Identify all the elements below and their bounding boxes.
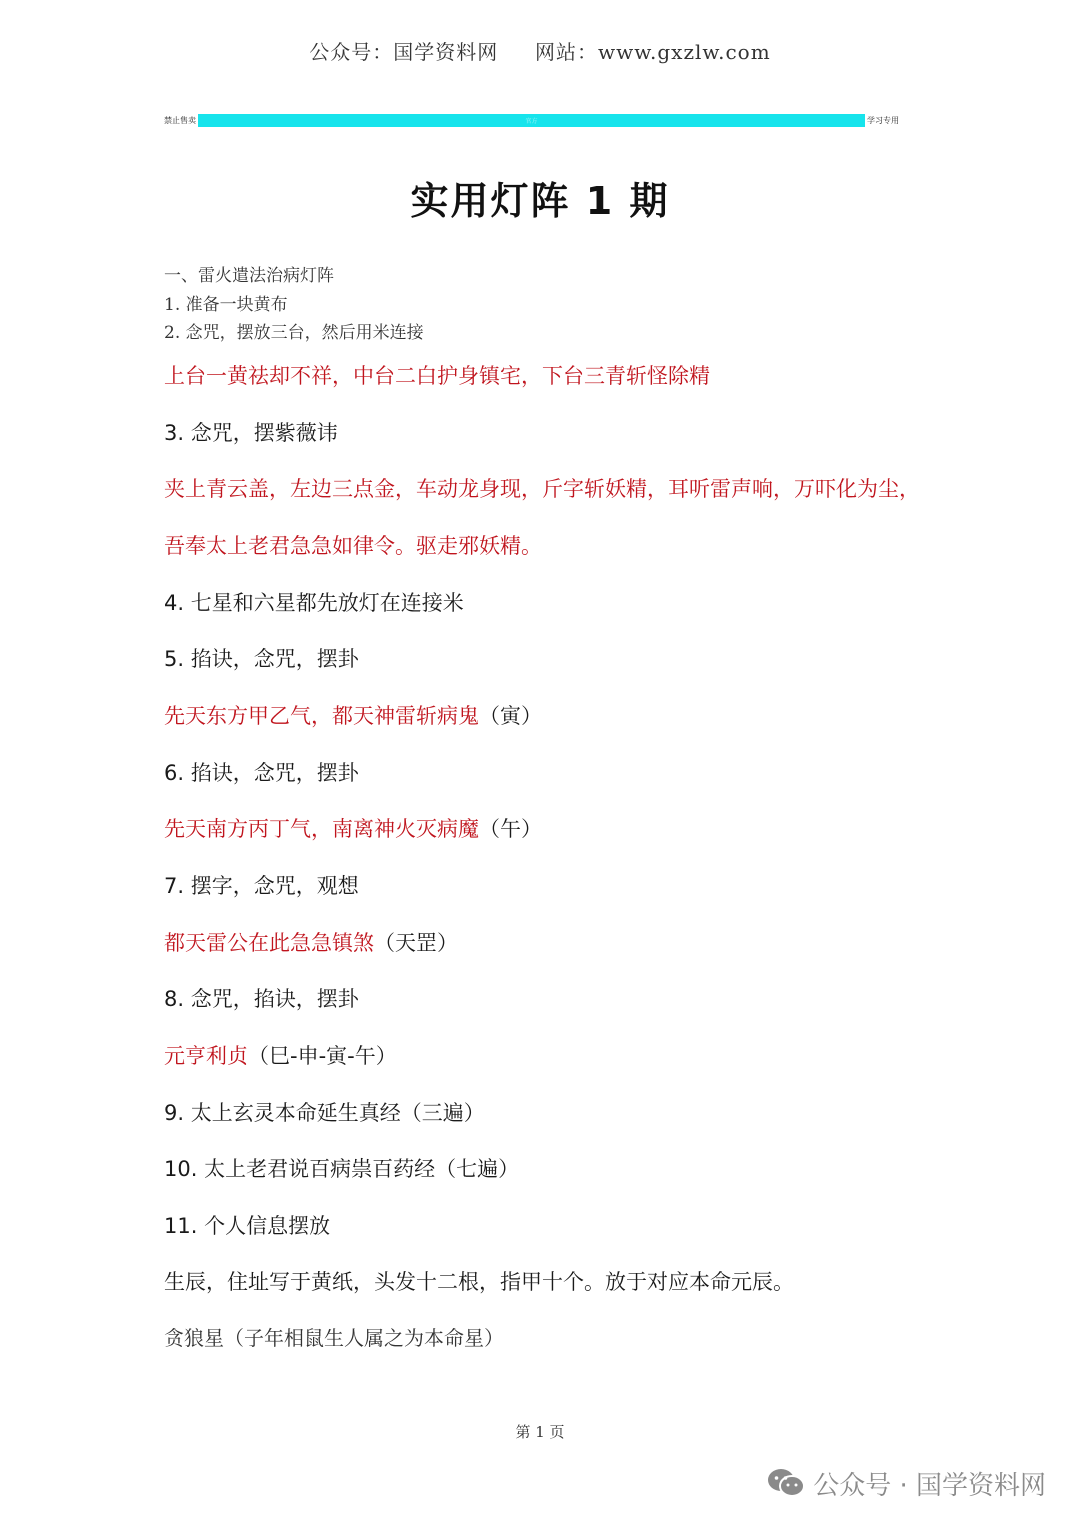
line-text: 元亨利贞 xyxy=(164,1044,248,1068)
step-1: 1. 准备一块黄布 xyxy=(164,295,288,315)
line-suffix: （巳-申-寅-午） xyxy=(248,1044,397,1068)
incantation-line xyxy=(164,927,458,957)
page-header xyxy=(0,36,1080,65)
line-text: 夹上青云盖，左边三点金，车动龙身现，斤字斩妖精，耳听雷声响，万吓化为尘， xyxy=(164,477,920,501)
incantation-line xyxy=(164,473,920,503)
step-2: 2. 念咒，摆放三台，然后用米连接 xyxy=(164,323,424,343)
incantation-line xyxy=(164,360,710,390)
incantation-line xyxy=(164,530,542,560)
wechat-icon xyxy=(767,1467,805,1499)
incantation-line xyxy=(164,700,542,730)
step-line xyxy=(164,643,359,673)
bar-left-label: 禁止售卖 xyxy=(164,115,196,125)
document-title: 实用灯阵 1 期 xyxy=(410,179,670,223)
line-text: 生辰，住址写于黄纸，头发十二根，指甲十个。放于对应本命元辰。 xyxy=(164,1270,794,1294)
watermark-text: 公众号 · 国学资料网 xyxy=(813,1470,1046,1501)
step-line xyxy=(164,1266,794,1296)
incantation-line xyxy=(164,813,542,843)
line-text: 9. 太上玄灵本命延生真经（三遍） xyxy=(164,1101,485,1125)
cyan-highlight-bar xyxy=(198,114,865,127)
step-line xyxy=(164,757,359,787)
step-line xyxy=(164,1097,485,1127)
line-suffix: （寅） xyxy=(479,704,542,728)
line-text: 吾奉太上老君急急如律令。驱走邪妖精。 xyxy=(164,534,542,558)
line-text: 上台一黄祛却不祥，中台二白护身镇宅，下台三青斩怪除精 xyxy=(164,364,710,388)
page-number: 第 1 页 xyxy=(515,1423,565,1441)
bar-center-label: 官方 xyxy=(525,117,538,125)
line-text: 3. 念咒，摆紫薇讳 xyxy=(164,421,338,445)
header-website: 网站：www.gxzlw.com xyxy=(535,40,771,64)
step-line xyxy=(164,417,338,447)
step-line xyxy=(164,587,464,617)
header-account: 公众号：国学资料网 xyxy=(309,40,499,64)
line-text: 先天东方甲乙气，都天神雷斩病鬼 xyxy=(164,704,479,728)
line-text: 都天雷公在此急急镇煞 xyxy=(164,931,374,955)
line-suffix: （午） xyxy=(479,817,542,841)
line-text: 10. 太上老君说百病祟百药经（七遍） xyxy=(164,1157,520,1181)
line-suffix: （天罡） xyxy=(374,931,458,955)
line-text: 5. 掐诀，念咒，摆卦 xyxy=(164,647,359,671)
bar-right-label: 学习专用 xyxy=(867,115,899,125)
step-line xyxy=(164,1210,330,1240)
line-text: 6. 掐诀，念咒，摆卦 xyxy=(164,761,359,785)
line-text: 7. 摆字，念咒，观想 xyxy=(164,874,359,898)
step-line xyxy=(164,983,359,1013)
incantation-line xyxy=(164,1040,397,1070)
last-line: 贪狼星（子年相鼠生人属之为本命星） xyxy=(164,1326,504,1350)
step-line xyxy=(164,1153,519,1183)
watermark xyxy=(767,1463,1046,1503)
step-line xyxy=(164,870,359,900)
highlight-bar-row xyxy=(164,112,899,128)
line-text: 11. 个人信息摆放 xyxy=(164,1214,331,1238)
section-heading: 一、雷火遣法治病灯阵 xyxy=(164,266,334,286)
line-text: 8. 念咒，掐诀，摆卦 xyxy=(164,987,359,1011)
line-text: 4. 七星和六星都先放灯在连接米 xyxy=(164,591,464,615)
line-text: 先天南方丙丁气，南离神火灭病魔 xyxy=(164,817,479,841)
